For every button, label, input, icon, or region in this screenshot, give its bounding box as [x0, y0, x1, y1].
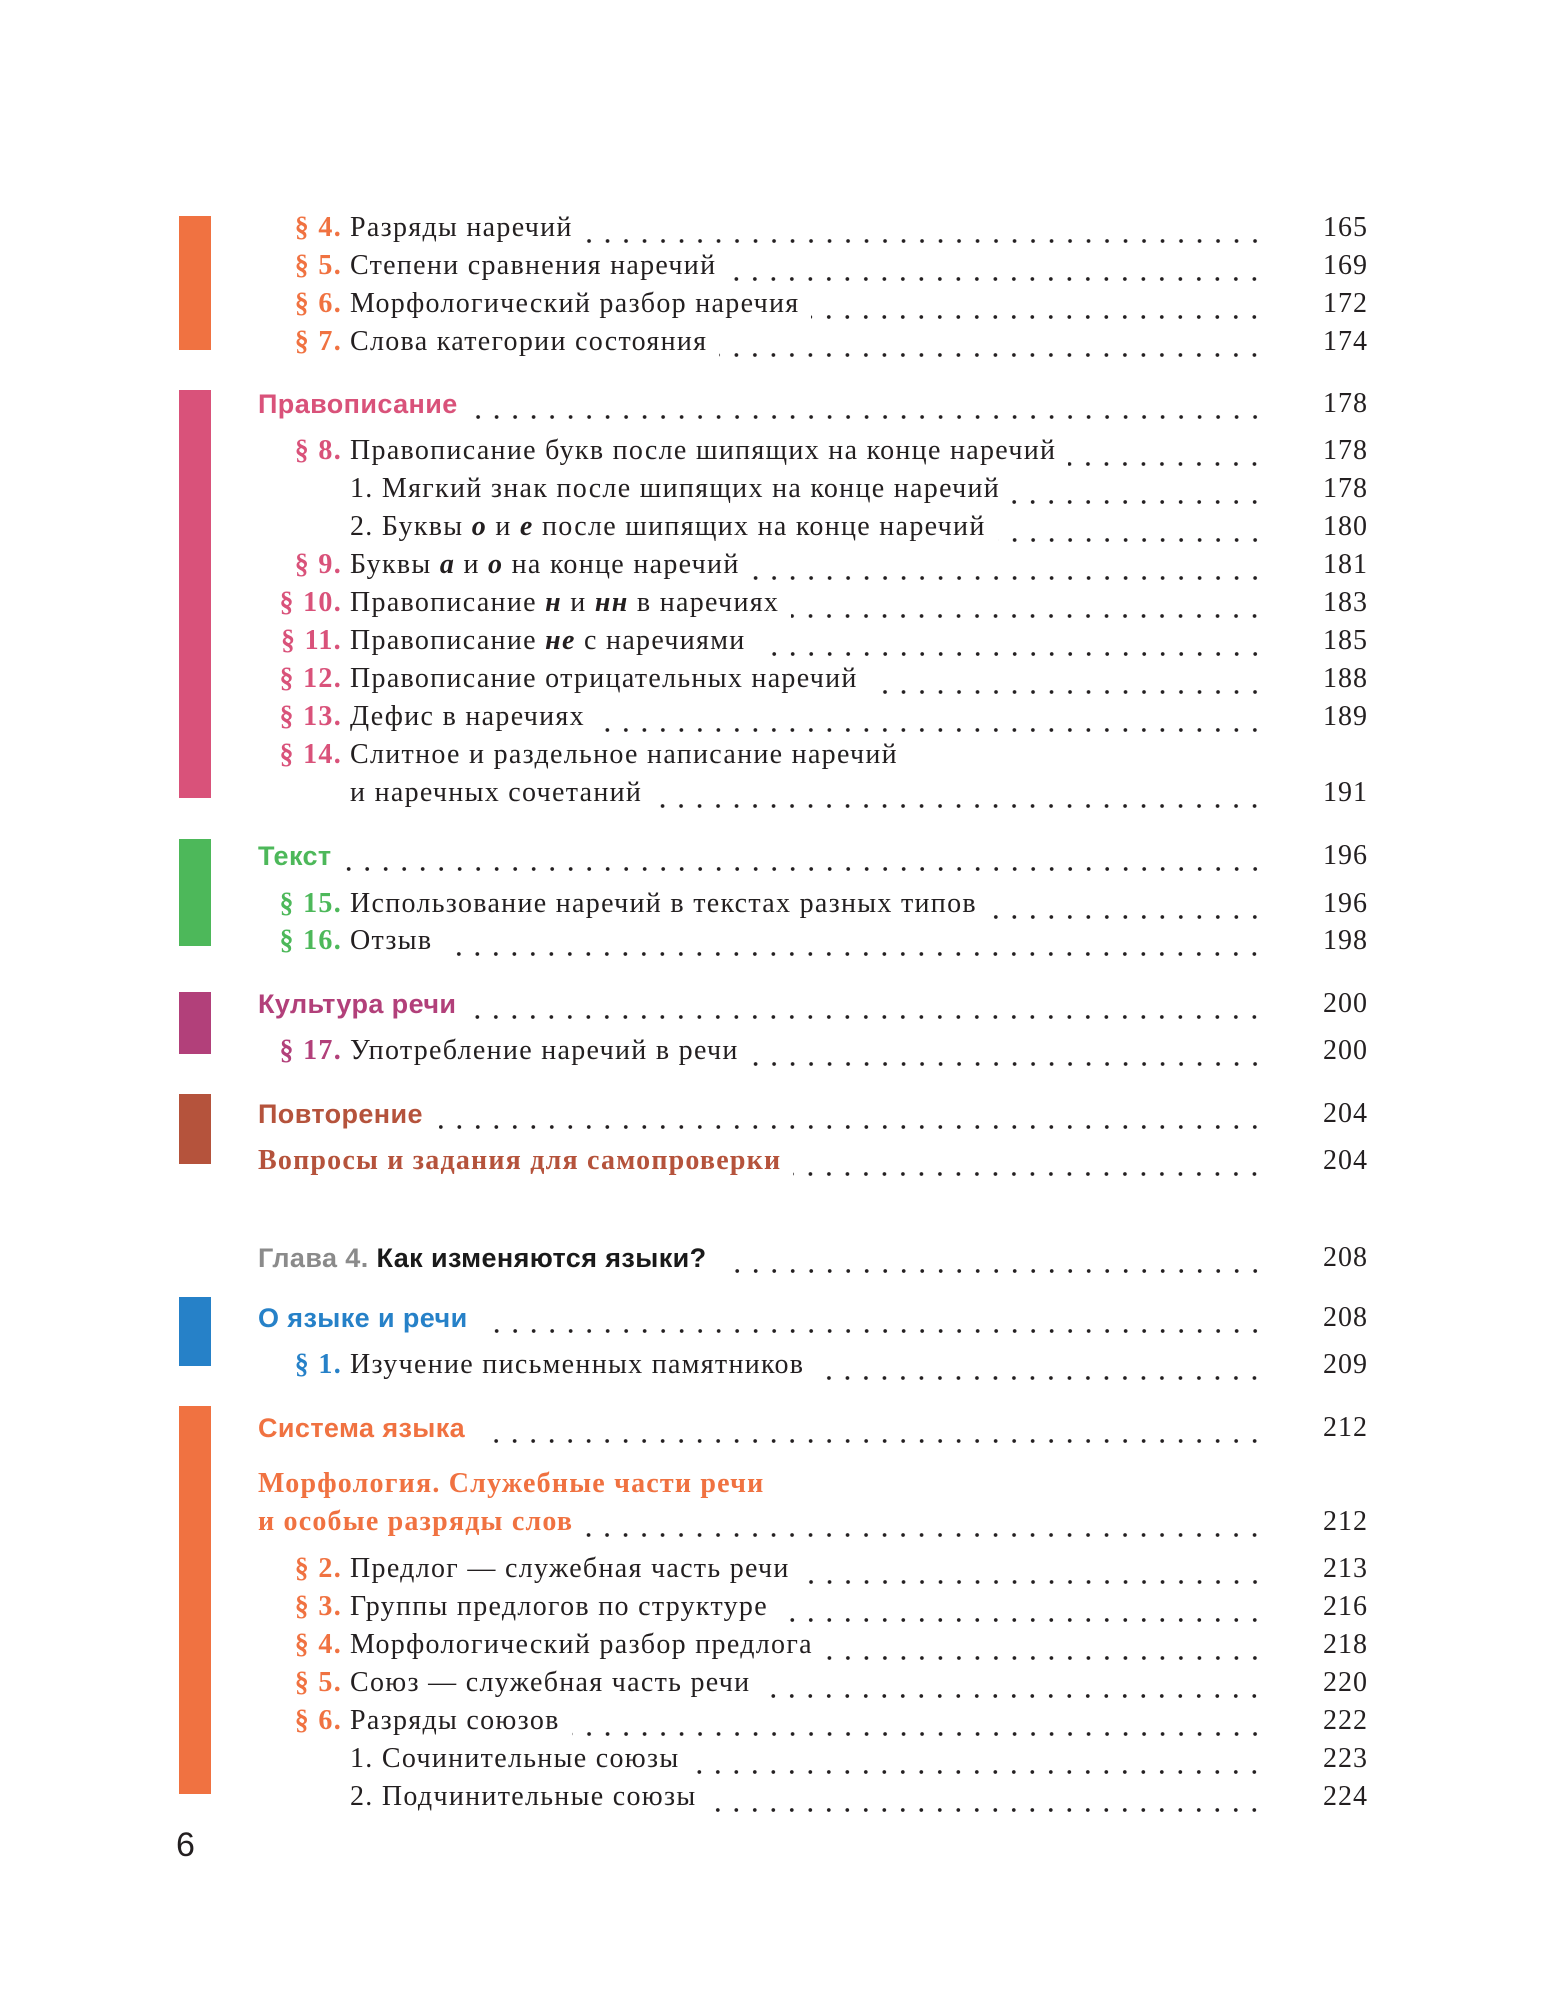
page-ref: 188	[1323, 663, 1368, 694]
dot-leader	[816, 1347, 1264, 1383]
toc-entry[interactable]	[258, 623, 1368, 659]
dot-leader	[870, 661, 1264, 697]
toc-entry[interactable]	[258, 886, 1368, 922]
toc-entry[interactable]	[258, 1347, 1368, 1383]
section-number: § 6.	[294, 1705, 342, 1736]
entry-title: Отзыв	[350, 925, 433, 956]
emphasized-letter: о	[488, 549, 504, 580]
section-number: § 8.	[294, 435, 342, 466]
page-ref: 200	[1323, 1035, 1368, 1066]
chapter-name: Как изменяются языки?	[376, 1243, 707, 1273]
page-ref: 178	[1323, 435, 1368, 466]
page-ref: 208	[1323, 1302, 1368, 1333]
toc-section-heading[interactable]	[258, 386, 1368, 422]
page-ref: 222	[1323, 1705, 1368, 1736]
dot-leader	[654, 775, 1264, 811]
section-heading-title: Текст	[258, 841, 332, 871]
section-number: § 12.	[279, 663, 342, 694]
page-ref: 204	[1323, 1145, 1368, 1176]
entry-title: Слитное и раздельное написание наречий	[350, 739, 898, 770]
title-part: и	[455, 549, 489, 580]
section-number: § 7.	[294, 326, 342, 357]
section-marker-morphology	[179, 216, 211, 350]
toc-entry[interactable]	[258, 1551, 1368, 1587]
page-ref: 191	[1323, 777, 1368, 808]
section-marker-review	[179, 1094, 211, 1164]
dot-leader	[481, 1410, 1264, 1446]
section-number: § 15.	[279, 888, 342, 919]
dot-leader	[825, 1627, 1264, 1663]
section-marker-system	[179, 1406, 211, 1794]
dot-leader	[484, 1300, 1264, 1336]
entry-title: 1. Мягкий знак после шипящих на конце наречий	[350, 473, 1001, 504]
dot-leader	[723, 1240, 1264, 1276]
toc-entry[interactable]	[258, 1665, 1368, 1701]
entry-title: 2. Подчинительные союзы	[350, 1781, 697, 1812]
dot-leader	[802, 1551, 1264, 1587]
page-ref: 198	[1323, 925, 1368, 956]
toc-entry[interactable]	[258, 324, 1368, 360]
chapter-title	[258, 1240, 707, 1276]
section-heading-title: Повторение	[258, 1099, 423, 1129]
entry-title: Слова категории состояния	[350, 326, 708, 357]
toc-entry[interactable]	[258, 286, 1368, 322]
dot-leader	[793, 1143, 1264, 1179]
section-heading-title: О языке и речи	[258, 1303, 468, 1333]
dot-leader	[444, 923, 1264, 959]
section-number: § 10.	[279, 587, 342, 618]
toc-section-subheading[interactable]	[258, 1466, 1368, 1502]
toc-entry[interactable]	[258, 1589, 1368, 1625]
toc-entry[interactable]	[258, 210, 1368, 246]
section-number: § 3.	[294, 1591, 342, 1622]
toc-section-heading[interactable]	[258, 1410, 1368, 1446]
toc-section-heading[interactable]	[258, 838, 1368, 874]
section-number: § 11.	[281, 625, 342, 656]
page-ref: 223	[1323, 1743, 1368, 1774]
title-part: на конце наречий	[503, 549, 740, 580]
toc-entry[interactable]	[258, 923, 1368, 959]
page-ref: 218	[1323, 1629, 1368, 1660]
entry-title: Разряды союзов	[350, 1705, 560, 1736]
dot-leader	[780, 1589, 1264, 1625]
entry-title: Морфологический разбор наречия	[350, 288, 800, 319]
page-number: 6	[176, 1826, 195, 1864]
dot-leader	[597, 699, 1264, 735]
entry-title	[350, 585, 779, 621]
title-part: и	[562, 587, 595, 618]
entry-title: Предлог — служебная часть речи	[350, 1553, 790, 1584]
emphasized-letter: о	[471, 511, 488, 542]
section-heading-title: Система языка	[258, 1413, 466, 1443]
dot-leader	[439, 1096, 1264, 1132]
section-number: § 13.	[279, 701, 342, 732]
entry-title: Союз — служебная часть речи	[350, 1667, 751, 1698]
title-part: и	[487, 511, 520, 542]
page-ref: 204	[1323, 1098, 1368, 1129]
section-subheading-title-continuation: и особые разряды слов	[258, 1506, 574, 1537]
emphasized-letter: н	[545, 587, 562, 618]
title-part: 2. Буквы	[350, 511, 472, 542]
toc-entry[interactable]	[258, 1627, 1368, 1663]
entry-title: Правописание букв после шипящих на конце наречий	[350, 435, 1057, 466]
dot-leader	[474, 386, 1264, 422]
toc-section-subheading-continuation[interactable]	[258, 1504, 1368, 1540]
toc-section-heading[interactable]	[258, 986, 1368, 1022]
dot-leader	[791, 585, 1264, 621]
title-part: с наречиями	[575, 625, 746, 656]
toc-section-heading[interactable]	[258, 1096, 1368, 1132]
dot-leader	[719, 324, 1264, 360]
entry-title: 1. Сочинительные союзы	[350, 1743, 680, 1774]
entry-title-continuation: и наречных сочетаний	[350, 777, 643, 808]
dot-leader	[1068, 433, 1264, 469]
entry-title	[350, 547, 740, 583]
section-heading-title: Правописание	[258, 389, 458, 419]
toc-entry[interactable]	[258, 433, 1368, 469]
dot-leader	[758, 623, 1264, 659]
toc-entry[interactable]	[258, 661, 1368, 697]
section-number: § 1.	[294, 1349, 342, 1380]
title-part: в наречиях	[628, 587, 780, 618]
section-marker-culture	[179, 992, 211, 1054]
page-ref: 224	[1323, 1781, 1368, 1812]
dot-leader	[585, 210, 1264, 246]
section-subheading-title: Морфология. Служебные части речи	[258, 1468, 765, 1499]
page-ref: 189	[1323, 701, 1368, 732]
section-subheading-title: Вопросы и задания для самопроверки	[258, 1145, 782, 1176]
dot-leader	[585, 1504, 1264, 1540]
dot-leader	[989, 886, 1264, 922]
toc-entry[interactable]	[258, 585, 1368, 621]
emphasized-letter: е	[519, 511, 534, 542]
dot-leader	[728, 248, 1264, 284]
page-ref: 216	[1323, 1591, 1368, 1622]
dot-leader	[472, 986, 1264, 1022]
section-number: § 17.	[279, 1035, 342, 1066]
toc-entry[interactable]	[258, 1033, 1368, 1069]
entry-title: Разряды наречий	[350, 212, 573, 243]
toc-entry[interactable]	[258, 737, 1368, 773]
toc-entry[interactable]	[258, 699, 1368, 735]
section-number: § 5.	[294, 250, 342, 281]
toc-subentry[interactable]	[258, 509, 1368, 545]
section-number: § 9.	[294, 549, 342, 580]
entry-title	[350, 509, 986, 545]
dot-leader	[751, 1033, 1264, 1069]
title-part: после шипящих на конце наречий	[533, 511, 986, 542]
page-ref: 196	[1323, 888, 1368, 919]
entry-title: Изучение письменных памятников	[350, 1349, 805, 1380]
toc-entry-continuation[interactable]	[258, 775, 1368, 811]
page-ref: 178	[1323, 388, 1368, 419]
toc-subentry[interactable]	[258, 1741, 1368, 1777]
title-part: Правописание	[350, 587, 546, 618]
section-number: § 4.	[294, 212, 342, 243]
entry-title: Правописание отрицательных наречий	[350, 663, 858, 694]
page-ref: 209	[1323, 1349, 1368, 1380]
page-ref: 213	[1323, 1553, 1368, 1584]
chapter-label: Глава 4.	[258, 1243, 369, 1273]
page-ref: 212	[1323, 1506, 1368, 1537]
toc-entry[interactable]	[258, 1703, 1368, 1739]
page-ref: 169	[1323, 250, 1368, 281]
toc-subentry[interactable]	[258, 1779, 1368, 1815]
page-ref: 181	[1323, 549, 1368, 580]
toc-section-subheading[interactable]	[258, 1143, 1368, 1179]
page-ref: 165	[1323, 212, 1368, 243]
dot-leader	[708, 1779, 1264, 1815]
toc-section-heading[interactable]	[258, 1300, 1368, 1336]
dot-leader	[762, 1665, 1264, 1701]
entry-title: Употребление наречий в речи	[350, 1035, 739, 1066]
section-marker-about	[179, 1297, 211, 1366]
entry-title	[350, 623, 746, 659]
section-marker-text	[179, 839, 211, 946]
dot-leader	[1012, 471, 1264, 507]
emphasized-letter: нн	[594, 587, 629, 618]
toc-entry[interactable]	[258, 248, 1368, 284]
section-number: § 16.	[279, 925, 342, 956]
page-ref: 174	[1323, 326, 1368, 357]
page-ref: 200	[1323, 988, 1368, 1019]
toc-chapter-heading[interactable]	[258, 1240, 1368, 1276]
page-ref: 220	[1323, 1667, 1368, 1698]
emphasized-letter: не	[545, 625, 576, 656]
section-number: § 2.	[294, 1553, 342, 1584]
emphasized-letter: а	[439, 549, 456, 580]
page-ref: 208	[1323, 1242, 1368, 1273]
dot-leader	[691, 1741, 1264, 1777]
page-ref: 183	[1323, 587, 1368, 618]
section-number: § 4.	[294, 1629, 342, 1660]
title-part: Правописание	[350, 625, 546, 656]
section-number: § 5.	[294, 1667, 342, 1698]
entry-title: Степени сравнения наречий	[350, 250, 717, 281]
dot-leader	[572, 1703, 1264, 1739]
toc-subentry[interactable]	[258, 471, 1368, 507]
entry-title: Морфологический разбор предлога	[350, 1629, 813, 1660]
section-number: § 14.	[279, 739, 342, 770]
dot-leader	[811, 286, 1264, 322]
section-number: § 6.	[294, 288, 342, 319]
toc-entry[interactable]	[258, 547, 1368, 583]
page-ref: 196	[1323, 840, 1368, 871]
section-heading-title: Культура речи	[258, 989, 457, 1019]
page-ref: 172	[1323, 288, 1368, 319]
entry-title: Использование наречий в текстах разных типов	[350, 888, 977, 919]
dot-leader	[998, 509, 1264, 545]
page-ref: 178	[1323, 473, 1368, 504]
dot-leader	[752, 547, 1264, 583]
dot-leader	[340, 838, 1264, 874]
page-ref: 185	[1323, 625, 1368, 656]
entry-title: Группы предлогов по структуре	[350, 1591, 768, 1622]
page-ref: 180	[1323, 511, 1368, 542]
entry-title: Дефис в наречиях	[350, 701, 585, 732]
section-marker-spelling	[179, 390, 211, 798]
page-ref: 212	[1323, 1412, 1368, 1443]
title-part: Буквы	[350, 549, 440, 580]
